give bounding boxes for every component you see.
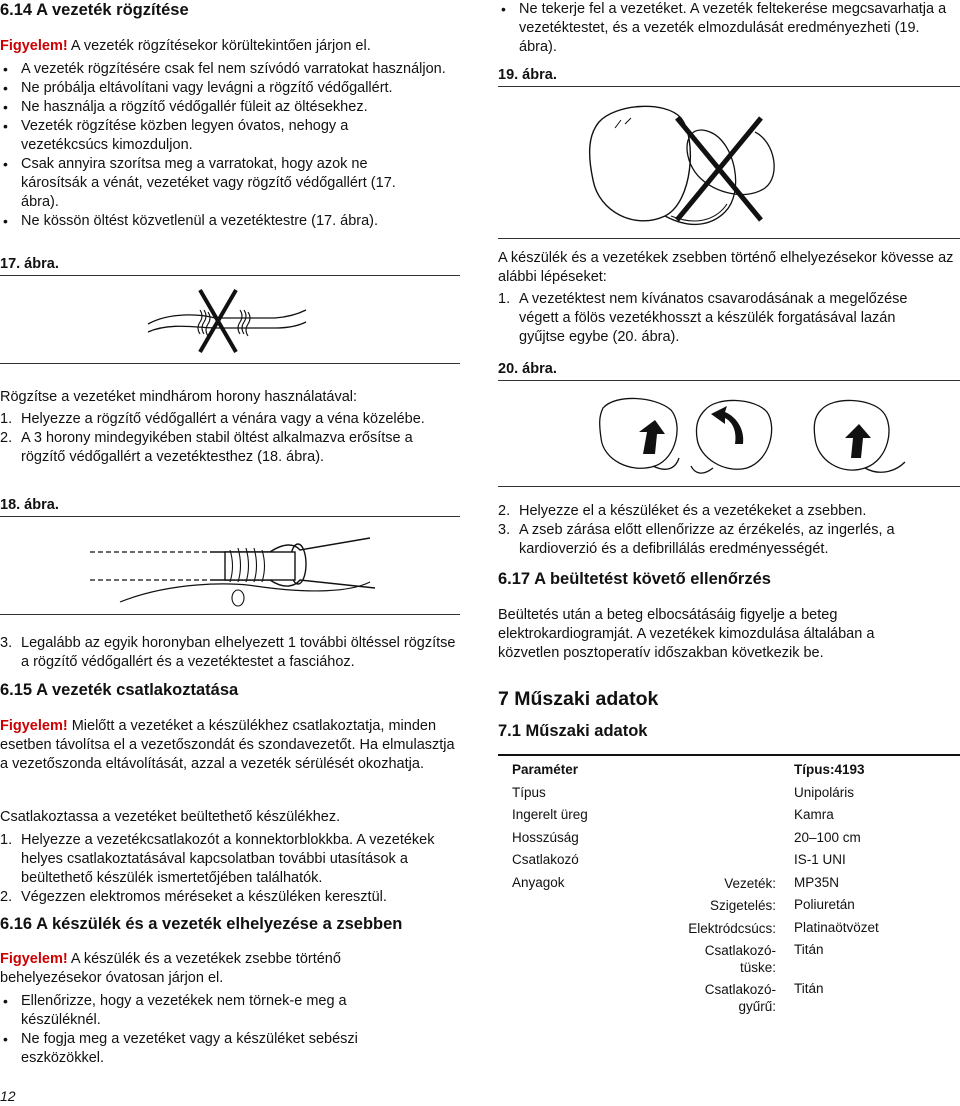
table-cell: Csatlakozó- gyűrű: <box>704 982 776 1014</box>
placement-intro: A készülék és a vezetékek zsebben történő elhelyezésekor kövesse az alábbi lépéseket: <box>498 250 954 285</box>
table-cell: Szigetelés: <box>709 898 776 913</box>
table-cell: Csatlakozó- tüske: <box>704 943 776 975</box>
step-text: Végezzen elektromos méréseket a készüléken keresztül. <box>21 889 387 905</box>
step-text: A 3 horony mindegyikében stabil öltést alkalmazva erősítse a rögzítő védőgallért a vezetéktesthez (18. ábra). <box>21 430 413 465</box>
table-header-value: Típus:4193 <box>794 762 865 777</box>
list-item: • Ne próbálja eltávolítani vagy levágni a rögzítő védőgallért. <box>0 79 450 98</box>
numbered-steps-connect <box>0 831 460 907</box>
figure-rule <box>0 516 460 517</box>
table-cell: Anyagok <box>512 874 565 890</box>
bullet-list-pocket <box>0 992 400 1068</box>
numbered-steps-place-b <box>498 502 960 559</box>
figure-rule <box>498 380 960 381</box>
list-item <box>498 290 928 347</box>
heading-7: 7 Műszaki adatok <box>498 688 659 710</box>
connect-intro: Csatlakoztassa a vezetéket beültethető készülékhez. <box>0 809 341 825</box>
warning-text: A készülék és a vezetékek zsebbe történő behelyezésekor óvatosan járjon el. <box>0 951 341 986</box>
page-number: 12 <box>0 1088 16 1104</box>
heading-6-16: 6.16 A készülék és a vezeték elhelyezése a zsebben <box>0 915 403 933</box>
list-item <box>0 831 460 888</box>
table-cell: Titán <box>794 942 824 957</box>
table-row <box>498 785 960 808</box>
table-header-row <box>498 762 960 785</box>
list-item <box>498 502 960 521</box>
table-row <box>498 852 960 875</box>
table-row <box>498 897 960 920</box>
table-header-parameter: Paraméter <box>512 762 579 777</box>
secure-intro: Rögzítse a vezetéket mindhárom horony használatával: <box>0 389 358 405</box>
table-cell: Unipoláris <box>794 784 855 800</box>
warning-label: Figyelem! <box>0 38 68 54</box>
table-cell: Platinaötvözet <box>794 919 879 935</box>
warning-paragraph <box>0 37 462 56</box>
list-item: • Ne tekerje fel a vezetéket. A vezeték feltekerése megcsavarhatja a vezetéktestet, és a vezeték elmozdulását eredményezheti (19. ábra). <box>498 0 960 57</box>
list-item <box>0 410 440 429</box>
figure-20-illustration <box>595 388 915 480</box>
bullet-list-fixation <box>0 60 450 231</box>
list-item: • Ne használja a rögzítő védőgallér füleit az öltésekhez. <box>0 98 450 117</box>
table-cell: Poliuretán <box>794 897 855 912</box>
figure-18-illustration <box>80 522 380 608</box>
warning-paragraph <box>0 950 420 988</box>
table-cell: Vezeték: <box>724 875 776 891</box>
step-number: 3. <box>0 635 13 651</box>
heading-6-14: 6.14 A vezeték rögzítése <box>0 1 189 19</box>
list-item <box>0 429 440 467</box>
bullet-list-coil <box>498 0 960 57</box>
list-item: • Ne kössön öltést közvetlenül a vezetéktestre (17. ábra). <box>0 212 450 231</box>
figure-17-label: 17. ábra. <box>0 256 59 272</box>
table-cell: IS-1 UNI <box>794 852 846 867</box>
heading-6-17: 6.17 A beültetést követő ellenőrzés <box>498 570 771 588</box>
list-item: • Ne fogja meg a vezetéket vagy a készüléket sebészi eszközökkel. <box>0 1030 400 1068</box>
warning-label: Figyelem! <box>0 718 68 734</box>
table-row <box>498 807 960 830</box>
table-row <box>498 942 960 981</box>
table-cell: Hosszúság <box>512 829 579 845</box>
figure-rule <box>498 486 960 487</box>
figure-rule <box>0 614 460 615</box>
numbered-steps-secure <box>0 410 440 467</box>
step-number: 2. <box>498 503 511 519</box>
figure-rule <box>498 86 960 87</box>
figure-rule <box>0 275 460 276</box>
step-number: 1. <box>498 291 511 307</box>
table-cell: 20–100 cm <box>794 829 861 845</box>
heading-7-1: 7.1 Műszaki adatok <box>498 722 648 740</box>
table-top-rule <box>498 754 960 756</box>
warning-paragraph <box>0 717 460 774</box>
list-item: • Csak annyira szorítsa meg a varratokat, hogy azok ne károsítsák a vénát, vezetéket vagy rögzítő védőgallért (17. ábra). <box>0 155 433 212</box>
figure-rule <box>498 238 960 239</box>
numbered-steps-place-a <box>498 290 928 347</box>
table-row <box>498 875 960 898</box>
step-number: 1. <box>0 411 13 427</box>
table-cell: Elektródcsúcs: <box>688 920 776 936</box>
table-cell: Típus <box>512 784 546 800</box>
list-item: • Vezeték rögzítése közben legyen óvatos, nehogy a vezetékcsúcs kimozduljon. <box>0 117 381 155</box>
step-number: 3. <box>498 522 511 538</box>
figure-19-label: 19. ábra. <box>498 67 557 83</box>
post-implant-text: Beültetés után a beteg elbocsátásáig figyelje a beteg elektrokardiogramját. A vezetékek kimozdulása általában a közvetlen posztoperatív időszakban következik be. <box>498 607 875 661</box>
table-row <box>498 981 960 1021</box>
warning-label: Figyelem! <box>0 951 68 967</box>
warning-text: Mielőtt a vezetéket a készülékhez csatlakoztatja, minden esetben távolítsa el a vezetőszondát és szondavezetőt. Ha elmulasztja a vezetőszonda eltávolítását, azzal a vezeték sérülését okozhatja. <box>0 718 455 772</box>
step-number: 2. <box>0 889 13 905</box>
table-cell: MP35N <box>794 874 840 890</box>
list-item: • Ellenőrizze, hogy a vezetékek nem törnek-e meg a készüléknél. <box>0 992 400 1030</box>
step-text: A zseb zárása előtt ellenőrizze az érzékelés, az ingerlés, a kardioverzió és a defibrillálás eredményességét. <box>519 522 895 557</box>
table-cell: Ingerelt üreg <box>512 807 588 822</box>
warning-text: A vezeték rögzítésekor körültekintően járjon el. <box>67 38 371 54</box>
heading-6-15: 6.15 A vezeték csatlakoztatása <box>0 681 239 699</box>
table-cell: Csatlakozó <box>512 852 579 867</box>
step-text: Helyezze a vezetékcsatlakozót a konnektorblokkba. A vezetékek helyes csatlakoztatásával kapcsolatban további utasítások a beültethető készülék ismertetőjében találhatók. <box>21 832 435 886</box>
figure-17-illustration <box>140 284 310 356</box>
numbered-step-3 <box>0 634 462 672</box>
table-row <box>498 830 960 853</box>
figure-18-label: 18. ábra. <box>0 497 59 513</box>
step-text: Helyezze a rögzítő védőgallért a vénára vagy a véna közelébe. <box>21 411 425 427</box>
step-text: Legalább az egyik horonyban elhelyezett 1 további öltéssel rögzítse a rögzítő védőgallért és a vezetéktestet a fasciához. <box>21 635 456 670</box>
step-text: A vezetéktest nem kívánatos csavarodásának a megelőzése végett a fölös vezetékhosszt a készülék forgatásával lazán gyűjtse egybe (20. ábra). <box>519 291 908 345</box>
list-item <box>0 888 460 907</box>
table-cell: Titán <box>794 981 824 996</box>
figure-20-label: 20. ábra. <box>498 361 557 377</box>
table-row <box>498 920 960 943</box>
spec-table <box>498 762 960 1021</box>
step-number: 1. <box>0 832 13 848</box>
figure-19-illustration <box>585 92 785 232</box>
list-item <box>498 521 960 559</box>
step-text: Helyezze el a készüléket és a vezetékeket a zsebben. <box>519 503 867 519</box>
list-item <box>0 634 462 672</box>
table-cell: Kamra <box>794 807 834 822</box>
step-number: 2. <box>0 430 13 446</box>
figure-rule <box>0 363 460 364</box>
list-item: • A vezeték rögzítésére csak fel nem szívódó varratokat használjon. <box>0 60 450 79</box>
